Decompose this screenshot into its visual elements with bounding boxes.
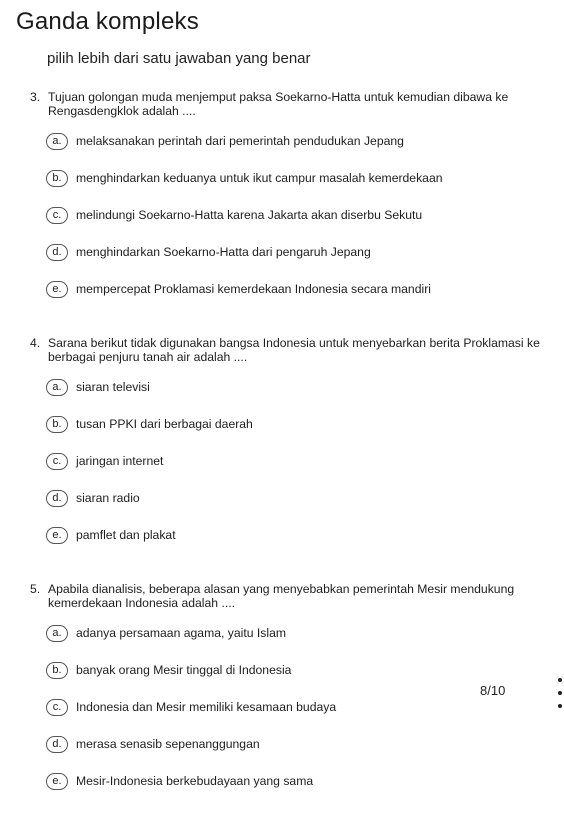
option-label: adanya persamaan agama, yaitu Islam	[76, 626, 287, 640]
dot	[558, 691, 562, 695]
options-list	[30, 624, 550, 790]
option-letter: b.	[46, 170, 68, 187]
question-body: Sarana berikut tidak digunakan bangsa Indonesia untuk menyebarkan berita Proklamasi ke berbagai penjuru tanah air adalah ....	[48, 336, 540, 364]
option-label: merasa senasib sepenanggungan	[76, 737, 260, 751]
option-letter: c.	[46, 699, 68, 716]
option-c[interactable]	[46, 206, 550, 224]
dot	[558, 678, 562, 682]
option-letter: c.	[46, 207, 68, 224]
option-a[interactable]	[46, 132, 550, 150]
dot	[558, 704, 562, 708]
page-title: Ganda kompleks	[16, 8, 199, 35]
question-4	[30, 336, 550, 563]
options-list	[30, 378, 550, 544]
option-c[interactable]	[46, 698, 550, 716]
option-e[interactable]	[46, 772, 550, 790]
option-letter: d.	[46, 244, 68, 261]
option-letter: d.	[46, 736, 68, 753]
option-label: menghindarkan keduanya untuk ikut campur masalah kemerdekaan	[76, 171, 443, 185]
option-e[interactable]	[46, 526, 550, 544]
option-c[interactable]	[46, 452, 550, 470]
option-d[interactable]	[46, 735, 550, 753]
question-body: Apabila dianalisis, beberapa alasan yang menyebabkan pemerintah Mesir mendukung kemerdekaan Indonesia adalah ....	[48, 582, 515, 610]
option-label: siaran radio	[76, 491, 140, 505]
option-label: melaksanakan perintah dari pemerintah pendudukan Jepang	[76, 134, 404, 148]
question-3	[30, 90, 550, 317]
page-indicator: 8/10	[480, 683, 506, 698]
option-letter: e.	[46, 773, 68, 790]
more-vertical-icon[interactable]	[556, 678, 564, 708]
option-label: pamflet dan plakat	[76, 528, 176, 542]
question-number: 5.	[30, 582, 41, 596]
question-text	[30, 336, 550, 364]
option-label: mempercepat Proklamasi kemerdekaan Indonesia secara mandiri	[76, 282, 431, 296]
option-b[interactable]	[46, 169, 550, 187]
option-label: Indonesia dan Mesir memiliki kesamaan budaya	[76, 700, 337, 714]
option-letter: a.	[46, 133, 68, 150]
option-letter: e.	[46, 527, 68, 544]
option-label: tusan PPKI dari berbagai daerah	[76, 417, 253, 431]
option-b[interactable]	[46, 661, 550, 679]
option-letter: a.	[46, 379, 68, 396]
question-text	[30, 582, 550, 610]
question-number: 4.	[30, 336, 41, 350]
option-d[interactable]	[46, 243, 550, 261]
option-label: Mesir-Indonesia berkebudayaan yang sama	[76, 774, 314, 788]
option-letter: b.	[46, 416, 68, 433]
option-letter: b.	[46, 662, 68, 679]
option-a[interactable]	[46, 624, 550, 642]
option-label: melindungi Soekarno-Hatta karena Jakarta akan diserbu Sekutu	[76, 208, 423, 222]
options-list	[30, 132, 550, 298]
question-5	[30, 582, 550, 809]
option-letter: e.	[46, 281, 68, 298]
question-number: 3.	[30, 90, 41, 104]
option-letter: a.	[46, 625, 68, 642]
option-b[interactable]	[46, 415, 550, 433]
question-text	[30, 90, 550, 118]
option-e[interactable]	[46, 280, 550, 298]
instruction-text: pilih lebih dari satu jawaban yang benar	[47, 50, 311, 67]
option-label: siaran televisi	[76, 380, 150, 394]
option-letter: c.	[46, 453, 68, 470]
option-label: jaringan internet	[76, 454, 164, 468]
option-a[interactable]	[46, 378, 550, 396]
option-label: menghindarkan Soekarno-Hatta dari pengaruh Jepang	[76, 245, 371, 259]
option-letter: d.	[46, 490, 68, 507]
option-d[interactable]	[46, 489, 550, 507]
option-label: banyak orang Mesir tinggal di Indonesia	[76, 663, 292, 677]
question-body: Tujuan golongan muda menjemput paksa Soekarno-Hatta untuk kemudian dibawa ke Rengasdengklok adalah ....	[48, 90, 509, 118]
